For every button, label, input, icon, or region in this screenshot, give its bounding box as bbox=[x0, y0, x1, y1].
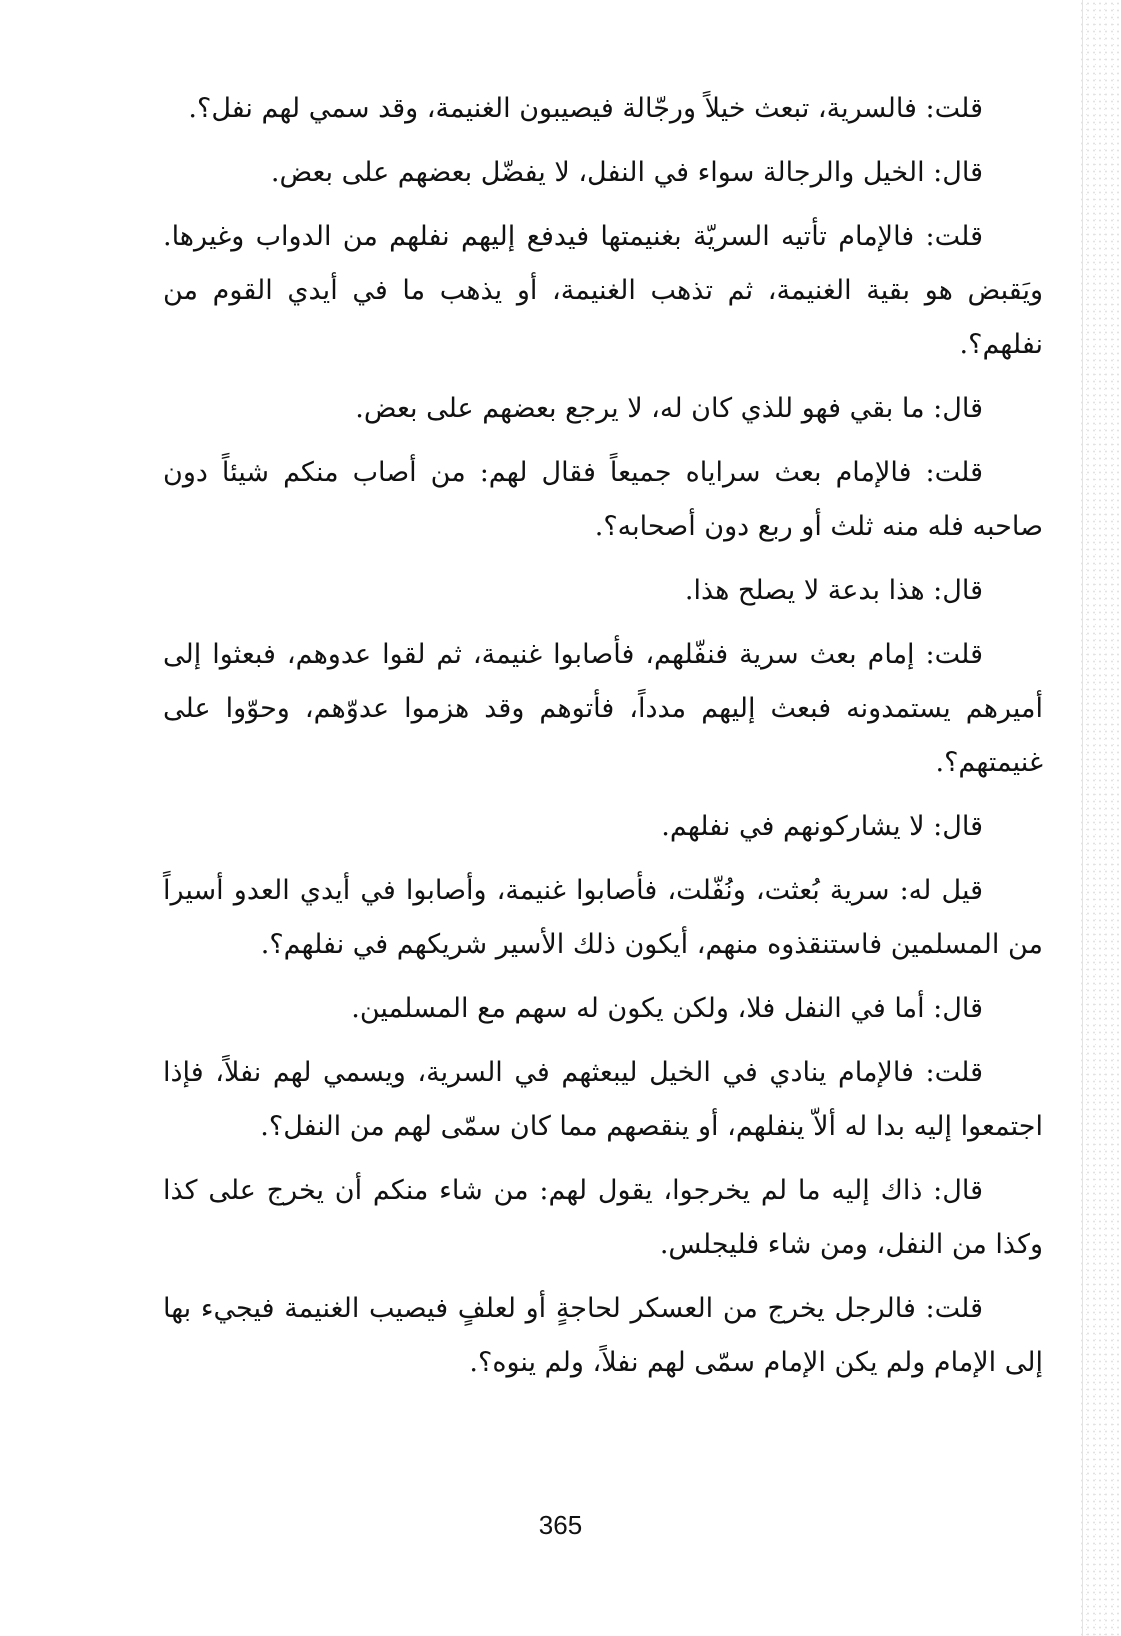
paragraph: قلت: فالإمام تأتيه السريّة بغنيمتها فيدفع إليهم نفلهم من الدواب وغيرها. ويَقبض هو بقية الغنيمة، ثم تذهب الغنيمة، أو يذهب ما في أيدي القوم من نفلهم؟. bbox=[163, 221, 1043, 360]
paragraph: قال: الخيل والرجالة سواء في النفل، لا يفضّل بعضهم على بعض. bbox=[270, 157, 983, 188]
paragraph: قلت: فالسرية، تبعث خيلاً ورجّالة فيصيبون الغنيمة، وقد سمي لهم نفل؟. bbox=[188, 93, 983, 124]
paragraph: قال: هذا بدعة لا يصلح هذا. bbox=[684, 575, 983, 606]
paragraph: قال: أما في النفل فلا، ولكن يكون له سهم مع المسلمين. bbox=[351, 993, 983, 1024]
page-number: 365 bbox=[538, 1510, 583, 1540]
paragraph: قلت: فالرجل يخرج من العسكر لحاجةٍ أو لعلفٍ فيصيب الغنيمة فيجيء بها إلى الإمام ولم يكن الإمام سمّى لهم نفلاً، ولم ينوه؟. bbox=[163, 1293, 1043, 1378]
scan-edge-line bbox=[1082, 0, 1083, 1636]
paragraph: قال: ما بقي فهو للذي كان له، لا يرجع بعضهم على بعض. bbox=[355, 393, 983, 424]
paragraph: قلت: إمام بعث سرية فنفّلهم، فأصابوا غنيمة، ثم لقوا عدوهم، فبعثوا إلى أميرهم يستمدونه فبعث إليهم مدداً، فأتوهم وقد هزموا عدوّهم، وحوّوا على غنيمتهم؟. bbox=[163, 639, 1043, 778]
paragraph: قال: لا يشاركونهم في نفلهم. bbox=[661, 811, 983, 842]
body-text bbox=[163, 82, 1043, 1400]
paragraph: قال: ذاك إليه ما لم يخرجوا، يقول لهم: من شاء منكم أن يخرج على كذا وكذا من النفل، ومن شاء فليجلس. bbox=[163, 1175, 1043, 1260]
paragraph: قلت: فالإمام ينادي في الخيل ليبعثهم في السرية، ويسمي لهم نفلاً، فإذا اجتمعوا إليه بدا له ألاّ ينفلهم، أو ينقصهم مما كان سمّى لهم من النفل؟. bbox=[163, 1057, 1043, 1142]
paragraph: قيل له: سرية بُعثت، ونُفّلت، فأصابوا غنيمة، وأصابوا في أيدي العدو أسيراً من المسلمين فاستنقذوه منهم، أيكون ذلك الأسير شريكهم في نفلهم؟. bbox=[163, 875, 1043, 960]
scan-edge-noise bbox=[1079, 0, 1121, 1636]
paragraph: قلت: فالإمام بعث سراياه جميعاً فقال لهم: من أصاب منكم شيئاً دون صاحبه فله منه ثلث أو ربع دون أصحابه؟. bbox=[163, 457, 1043, 542]
